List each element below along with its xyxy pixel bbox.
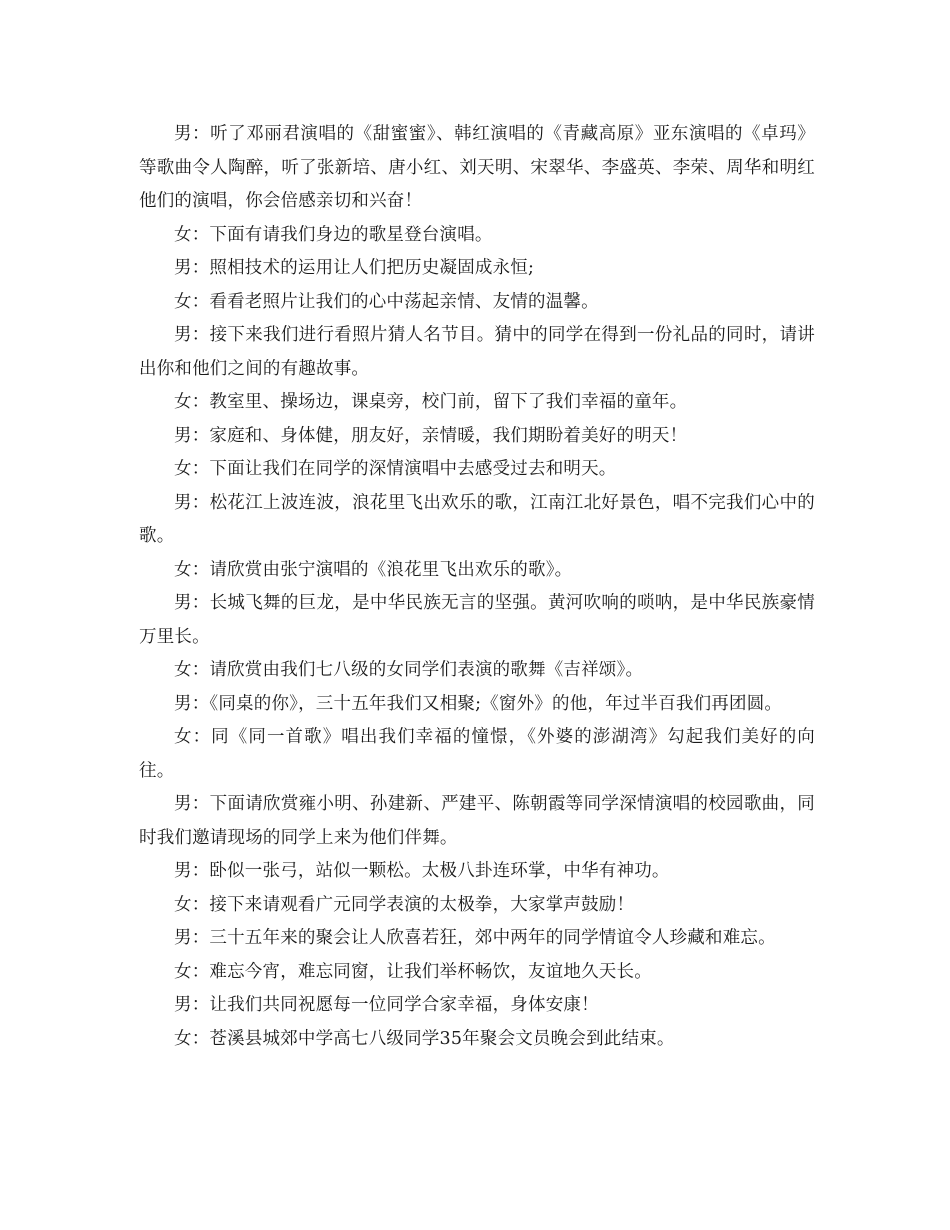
paragraph-12: 女：请欣赏由我们七八级的女同学们表演的歌舞《吉祥颂》。	[174, 660, 644, 680]
paragraph-21: 女：苍溪县城郊中学高七八级同学35年聚会文员晚会到此结束。	[174, 1028, 675, 1049]
paragraph-13: 男：《同桌的你》，三十五年我们又相聚;《窗外》的他，年过半百我们再团圆。	[174, 693, 783, 714]
paragraph-6: 女：教室里、操场边，课桌旁，校门前，留下了我们幸福的童年。	[174, 392, 688, 412]
paragraph-15: 男：下面请欣赏雍小明、孙建新、严建平、陈朝霞等同学深情演唱的校园歌曲，同时我们邀请现场的同学上来为他们伴舞。	[139, 794, 815, 848]
paragraph-18: 男：三十五年来的聚会让人欣喜若狂，郊中两年的同学情谊令人珍藏和难忘。	[174, 928, 776, 948]
paragraph-17: 女：接下来请观看广元同学表演的太极拳，大家掌声鼓励！	[174, 894, 635, 915]
paragraph-11: 男：长城飞舞的巨龙，是中华民族无言的坚强。黄河吹响的唢呐，是中华民族豪情万里长。	[139, 593, 815, 647]
paragraph-14: 女：同《同一首歌》唱出我们幸福的憧憬，《外婆的澎湖湾》勾起我们美好的向往。	[139, 727, 815, 781]
paragraph-19: 女：难忘今宵，难忘同窗，让我们举杯畅饮，友谊地久天长。	[174, 961, 652, 982]
paragraph-20: 男：让我们共同祝愿每一位同学合家幸福，身体安康！	[174, 995, 599, 1015]
paragraph-9: 男：松花江上波连波，浪花里飞出欢乐的歌，江南江北好景色，唱不完我们心中的歌。	[139, 492, 815, 546]
paragraph-1: 男：听了邓丽君演唱的《甜蜜蜜》、韩红演唱的《青藏高原》亚东演唱的《卓玛》等歌曲令人陶醉，听了张新培、唐小红、刘天明、宋翠华、李盛英、李荣、周华和明红他们的演唱，你会倍感亲切和兴奋！	[139, 124, 815, 211]
script-body	[139, 118, 815, 1056]
paragraph-5: 男：接下来我们进行看照片猜人名节目。猜中的同学在得到一份礼品的同时，请讲出你和他们之间的有趣故事。	[139, 325, 815, 379]
paragraph-3: 男：照相技术的运用让人们把历史凝固成永恒;	[174, 258, 535, 278]
paragraph-10: 女：请欣赏由张宁演唱的《浪花里飞出欢乐的歌》。	[174, 559, 573, 580]
paragraph-4: 女：看看老照片让我们的心中荡起亲情、友情的温馨。	[174, 291, 599, 312]
paragraph-16: 男：卧似一张弓，站似一颗松。太极八卦连环掌，中华有神功。	[174, 861, 670, 881]
paragraph-2: 女：下面有请我们身边的歌星登台演唱。	[174, 224, 493, 245]
paragraph-7: 男：家庭和、身体健，朋友好，亲情暖，我们期盼着美好的明天！	[174, 425, 688, 446]
paragraph-8: 女：下面让我们在同学的深情演唱中去感受过去和明天。	[174, 459, 617, 479]
